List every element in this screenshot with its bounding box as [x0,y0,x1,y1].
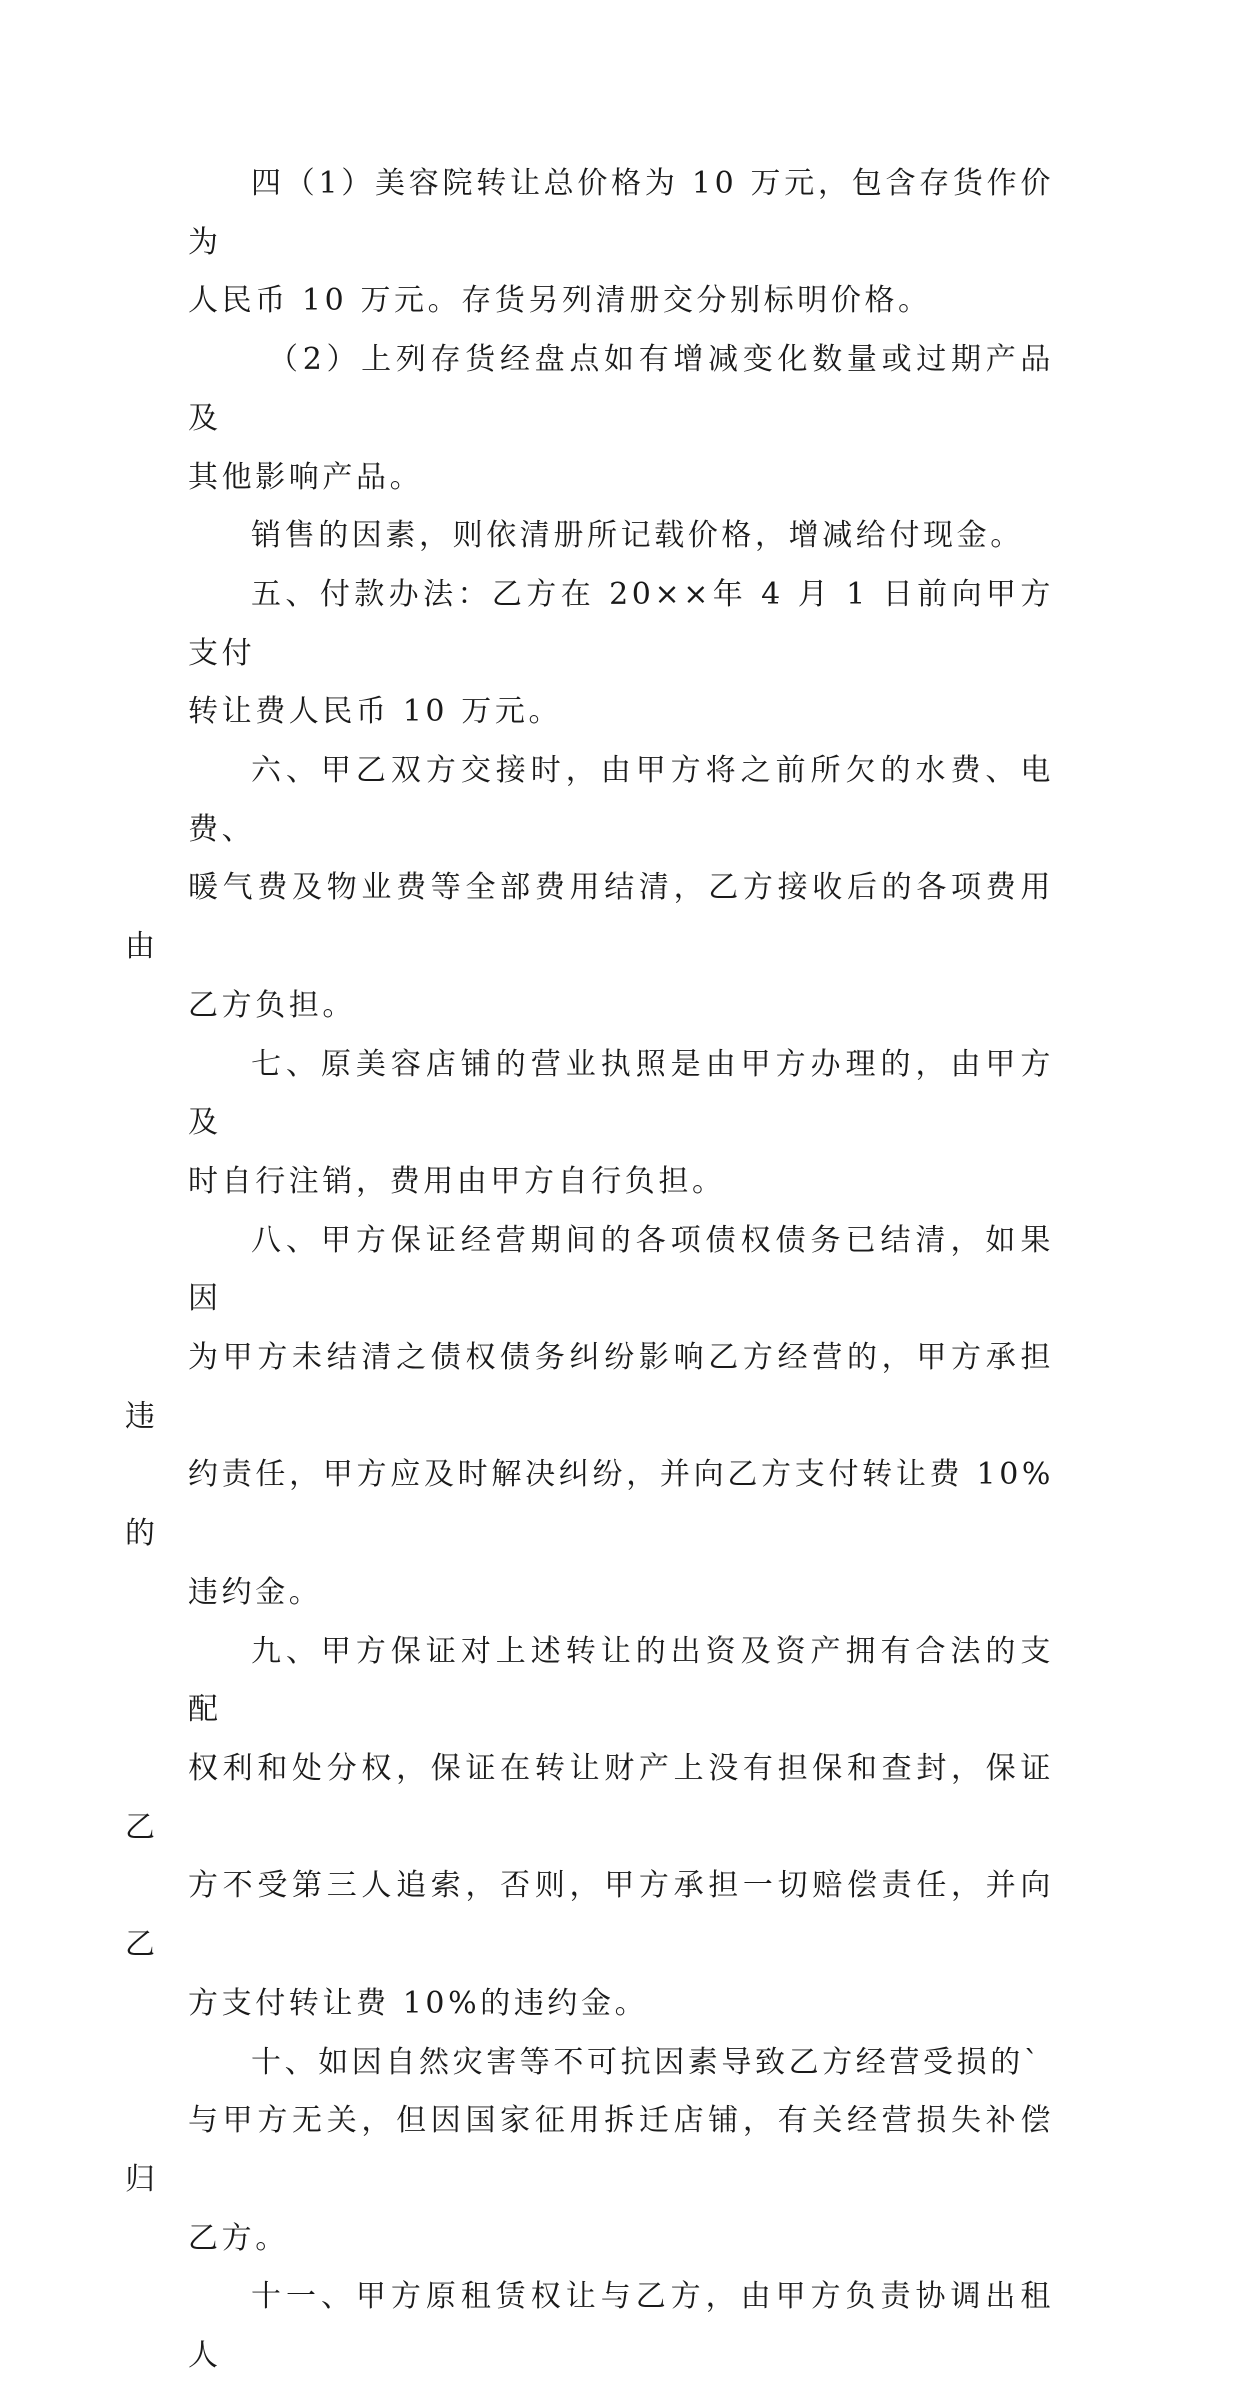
paragraph-ownership-warranty [125,1623,1054,2034]
line: 其他影响产品。 [188,459,424,495]
line: 六、甲乙双方交接时，由甲方将之前所欠的水费、电费、 [188,753,1054,847]
line: 销售的因素，则依清册所记载价格，增减给付现金。 [251,518,1024,554]
paragraph-handover-fees [125,742,1054,1036]
line: 七、原美容店铺的营业执照是由甲方办理的，由甲方及 [188,1046,1054,1141]
paragraph-price [188,155,1054,331]
line: 十、如因自然灾害等不可抗因素导致乙方经营受损的` [251,2044,1043,2080]
line: 与甲方无关，但因国家征用拆迁店铺，有关经营损失补偿归 [125,2103,1054,2197]
line: 八、甲方保证经营期间的各项债权债务已结清，如果因 [188,1222,1054,1317]
line: 转让费人民币 10 万元。 [188,694,563,730]
paragraph-payment-method [188,566,1054,742]
paragraph-force-majeure [125,2034,1054,2269]
line: 五、付款办法：乙方在 20××年 4 月 1 日前向甲方支付 [188,576,1054,671]
document-body [125,155,1054,2386]
line: 方支付转让费 10%的违约金。 [188,1985,649,2021]
line: 四（1）美容院转让总价格为 10 万元，包含存货作价为 [188,166,1054,260]
paragraph-inventory-change [188,331,1054,507]
line: 权利和处分权，保证在转让财产上没有担保和查封，保证乙 [125,1750,1054,1845]
line: 为甲方未结清之债权债务纠纷影响乙方经营的，甲方承担违 [125,1340,1054,1434]
line: 暖气费及物业费等全部费用结清，乙方接收后的各项费用由 [125,870,1054,965]
line: 人民币 10 万元。存货另列清册交分别标明价格。 [188,283,932,319]
line: （2）上列存货经盘点如有增减变化数量或过期产品及 [188,342,1054,436]
line: 九、甲方保证对上述转让的出资及资产拥有合法的支配 [188,1633,1054,1728]
paragraph-sales-factors [188,507,1054,566]
line: 约责任，甲方应及时解决纠纷，并向乙方支付转让费 10%的 [125,1457,1054,1552]
line: 方不受第三人追索，否则，甲方承担一切赔偿责任，并向乙 [125,1868,1054,1963]
line: 违约金。 [188,1574,323,1610]
line: 时自行注销，费用由甲方自行负担。 [188,1163,726,1199]
paragraph-debts [125,1212,1054,1623]
paragraph-business-license [188,1036,1054,1212]
line: 十一、甲方原租赁权让与乙方，由甲方负责协调出租人 [188,2279,1054,2374]
line: 乙方。 [188,2220,289,2256]
line: 乙方负担。 [188,987,356,1023]
paragraph-lease-transfer [188,2268,1054,2385]
